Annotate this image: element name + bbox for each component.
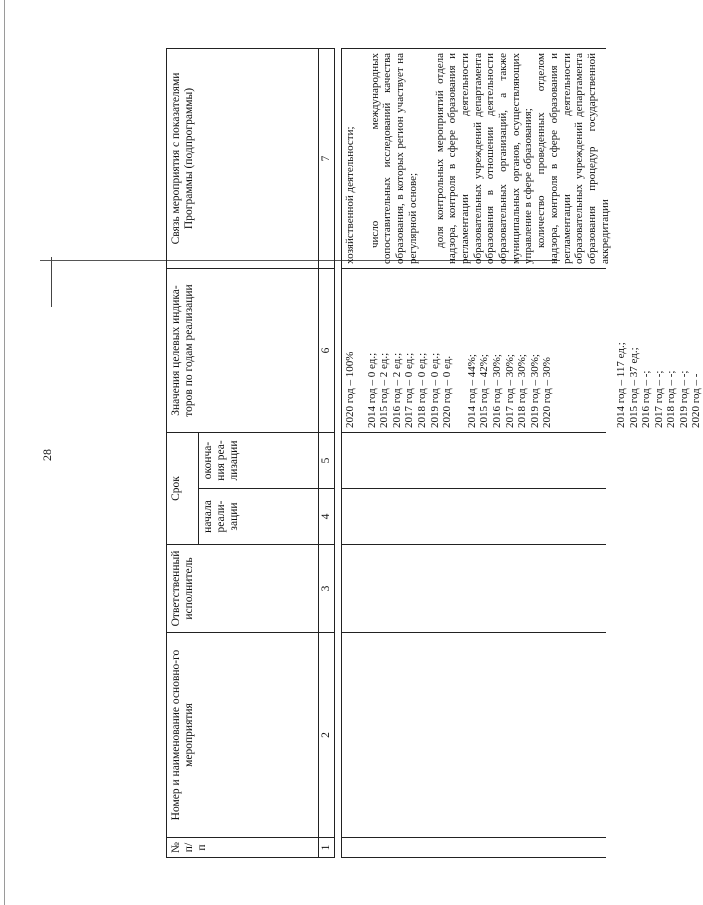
target-line: 2015 год – 2 ед.; <box>378 352 391 428</box>
header-col5-label: оконча-ния реа-лизации <box>202 440 240 481</box>
body-col6-targets <box>341 268 703 432</box>
target-line: 2020 год – 0 ед. <box>441 355 454 428</box>
header-col7 <box>166 48 318 268</box>
target-line: 2014 год – 0 ед.; <box>365 352 378 428</box>
link-paragraph-2: число международных сопоставительных исследований качества образования, в которых регион участвует на регулярной основе; <box>368 53 419 264</box>
header-col6 <box>166 268 318 432</box>
link-paragraph-3: доля контрольных мероприятий отдела надзора, контроля в сфере образования и регламентации деятельности образовательных учреждений департамента образования в отношении деятельности образовательных организаций, а также муниципальных органов, осуществляющих управление в сфере образования; <box>433 53 535 264</box>
target-line: 2016 год – 30%; <box>490 354 503 428</box>
target-line: 2020 год – 30% <box>541 357 554 428</box>
header-col4-label: начала реали-зации <box>202 500 240 533</box>
target-line: 2018 год – -; <box>665 370 678 428</box>
target-line: 2017 год – 0 ед.; <box>403 352 416 428</box>
body-col2 <box>341 632 606 837</box>
body-col5 <box>341 432 606 488</box>
target-line: 2019 год – 0 ед.; <box>428 352 441 428</box>
header-col1 <box>166 837 318 858</box>
body-col3 <box>341 544 606 632</box>
target-line: 2015 год – 37 ед.; <box>627 347 640 428</box>
link-paragraph-4: количество проведенных отделом надзора, контроля в сфере образования и регламентации деятельности образовательных учреждений департамента образования процедур государственной аккредитации <box>535 53 611 264</box>
targets-group-3 <box>466 273 554 428</box>
target-line: 2014 год – 44%; <box>465 354 478 428</box>
target-line: 2014 год – 117 ед.; <box>614 342 627 428</box>
target-line: 2019 год – -; <box>677 370 690 428</box>
target-line: 2018 год – 30%; <box>516 354 529 428</box>
colnum-7: 7 <box>318 48 335 268</box>
header-col3 <box>166 544 318 632</box>
scan-edge-line <box>4 0 5 905</box>
body-col4 <box>341 488 606 544</box>
header-col3-label: Ответственный исполнитель <box>170 550 195 627</box>
rotated-table-wrapper <box>166 48 703 858</box>
targets-group-2 <box>366 273 454 428</box>
header-col6-label: Значения целевых индика-торов по годам реализации <box>170 284 195 417</box>
target-line: 2020 год – 100% <box>344 351 356 428</box>
header-col7-label: Связь мероприятия с показателями Программы (подпрограммы) <box>170 72 195 245</box>
target-line: 2019 год – 30%; <box>528 354 541 428</box>
target-line: 2017 год – 30%; <box>503 354 516 428</box>
header-srok <box>166 432 199 544</box>
header-srok-label: Срок <box>170 476 182 501</box>
colnum-4: 4 <box>318 488 335 544</box>
header-col4 <box>199 488 318 544</box>
colnum-6: 6 <box>318 268 335 432</box>
target-line: 2018 год – 0 ед.; <box>415 352 428 428</box>
header-col2-label: Номер и наименование основно-го мероприятия <box>170 649 195 821</box>
targets-group-1 <box>344 273 357 428</box>
link-paragraph-1: хозяйственной деятельности; <box>344 126 356 264</box>
target-line: 2016 год – -; <box>640 370 653 428</box>
measures-table <box>166 48 703 858</box>
colnum-1: 1 <box>318 837 335 858</box>
header-col2 <box>166 632 318 837</box>
page-fold-mark <box>51 257 52 307</box>
body-col7-links <box>341 48 611 268</box>
target-line: 2016 год – 2 ед.; <box>390 352 403 428</box>
header-col5 <box>199 432 318 488</box>
targets-group-4 <box>615 273 703 428</box>
page-number: 28 <box>40 449 54 461</box>
colnum-2: 2 <box>318 632 335 837</box>
header-col1-label: № п/п <box>170 842 208 853</box>
colnum-3: 3 <box>318 544 335 632</box>
target-line: 2015 год – 42%; <box>478 354 491 428</box>
target-line: 2017 год – -; <box>652 370 665 428</box>
colnum-5: 5 <box>318 432 335 488</box>
body-col1 <box>341 837 606 858</box>
target-line: 2020 год – - <box>690 373 703 428</box>
